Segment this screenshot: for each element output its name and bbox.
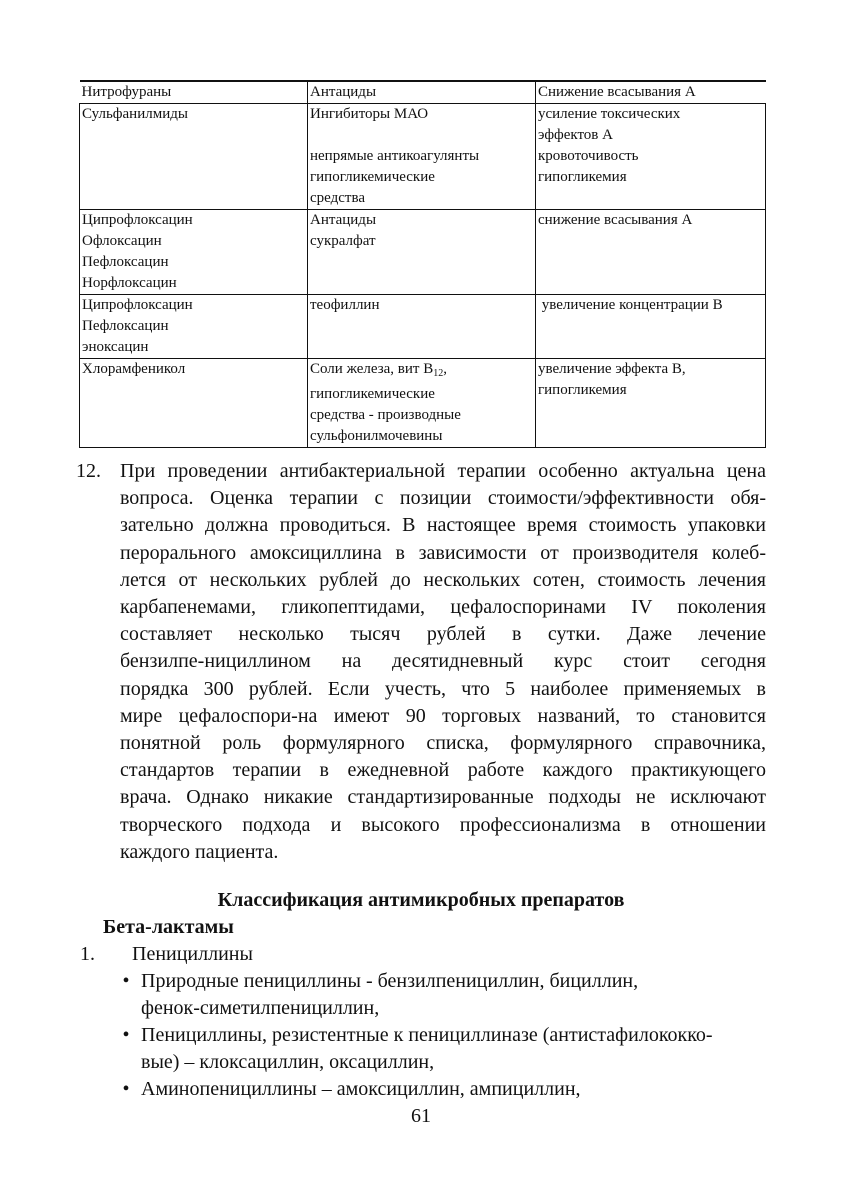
table-cell	[80, 295, 308, 359]
cell-line: усиление токсических	[538, 106, 681, 122]
paragraph-line: мире цефалоспори-на имеют 90 торговых названий, то становится	[120, 704, 766, 727]
group-label: Пенициллины	[132, 943, 253, 965]
table-cell	[536, 104, 766, 210]
table-cell	[536, 295, 766, 359]
cell-line: гипогликемические	[310, 386, 435, 402]
numbered-group	[80, 941, 253, 967]
table-cell	[80, 210, 308, 295]
list-item-line: фенок-симетилпенициллин,	[141, 997, 380, 1019]
table-cell	[308, 210, 536, 295]
cell-line: Сульфанилмиды	[82, 106, 188, 122]
paragraph-line: зательно должна проводиться. В настоящее время стоимость упаковки	[120, 514, 766, 537]
list-item-line: Природные пенициллины - бензилпенициллин, бициллин,	[141, 970, 639, 992]
header-text: Нитрофураны	[81, 84, 172, 100]
cell-line: Пефлоксацин	[82, 254, 169, 270]
cell-line: гипогликемия	[538, 169, 627, 185]
bullet-list	[117, 968, 767, 1103]
list-item	[117, 1076, 767, 1103]
table-cell	[80, 104, 308, 210]
cell-line: средства - производные	[310, 407, 461, 423]
table-row	[80, 104, 766, 210]
table-cell	[308, 104, 536, 210]
cell-blank-line	[310, 125, 535, 146]
cell-line: гипогликемические	[310, 169, 435, 185]
cell-text: Соли железа, вит В	[310, 361, 434, 377]
table-cell	[308, 359, 536, 448]
paragraph-line: карбапенемами, гликопептидами, цефалоспоринами IV поколения	[120, 596, 766, 619]
header-text: Снижение всасывания А	[538, 84, 696, 100]
paragraph-line: бензилпе-нициллином на десятидневный курс стоит сегодня	[120, 650, 766, 673]
numbered-paragraph	[76, 458, 766, 866]
cell-line: эноксацин	[82, 339, 149, 355]
cell-line: средства	[310, 190, 366, 206]
cell-line: кровоточивость	[538, 148, 639, 164]
cell-line: Офлоксацин	[82, 233, 162, 249]
table-cell	[80, 359, 308, 448]
cell-text: ,	[443, 361, 447, 377]
cell-line: непрямые антикоагулянты	[310, 148, 480, 164]
table-cell	[308, 295, 536, 359]
paragraph-line: лется от нескольких рублей до нескольких сотен, стоимость лечения	[120, 568, 766, 591]
table-header-row	[80, 81, 766, 104]
cell-line: Ципрофлоксацин	[82, 297, 193, 313]
bullet-icon: •	[122, 1024, 130, 1046]
header-text: Антациды	[310, 84, 377, 100]
list-item-line: вые) – клоксациллин, оксациллин,	[141, 1051, 435, 1073]
paragraph-line: каждого пациента.	[120, 840, 279, 863]
paragraph-number: 12.	[76, 460, 101, 482]
paragraph-line: творческого подхода и высокого профессионализма в отношении	[120, 813, 766, 836]
table-row	[80, 210, 766, 295]
paragraph-line: врача. Однако никакие стандартизированные подходы не исключают	[120, 786, 766, 809]
cell-line: Хлорамфеникол	[82, 361, 186, 377]
group-number: 1.	[80, 943, 95, 965]
cell-line: теофиллин	[310, 297, 380, 313]
table-row	[80, 359, 766, 448]
list-item	[117, 968, 767, 1022]
cell-line: сукралфат	[310, 233, 376, 249]
cell-line: эффектов А	[538, 127, 613, 143]
table-header-cell	[308, 81, 536, 104]
cell-line: снижение всасывания А	[538, 212, 693, 228]
list-item	[117, 1022, 767, 1076]
page-number: 61	[411, 1105, 431, 1127]
list-item-line: Аминопенициллины – амоксициллин, ампициллин,	[141, 1078, 581, 1100]
list-item-line: Пенициллины, резистентные к пенициллиназе (антистафилококко-	[141, 1024, 713, 1046]
cell-line: Ингибиторы МАО	[310, 106, 429, 122]
cell-line: Пефлоксацин	[82, 318, 169, 334]
cell-line: Ципрофлоксацин	[82, 212, 193, 228]
table-cell	[536, 359, 766, 448]
paragraph-line: стандартов терапии в ежедневной работе каждого практикующего	[120, 759, 766, 782]
cell-line: Антациды	[310, 212, 377, 228]
cell-line: увеличение концентрации В	[538, 297, 723, 313]
cell-line: гипогликемия	[538, 382, 627, 398]
paragraph-line: вопроса. Оценка терапии с позиции стоимости/эффективности обя-	[120, 487, 766, 510]
paragraph-line: При проведении антибактериальной терапии особенно актуальна цена	[120, 460, 766, 482]
bullet-icon: •	[122, 1078, 130, 1100]
cell-line: сульфонилмочевины	[310, 428, 443, 444]
subscript-text: 12	[433, 368, 444, 379]
table-header-cell	[536, 81, 766, 104]
bullet-icon: •	[122, 970, 130, 992]
subsection-heading: Бета-лактамы	[103, 916, 234, 938]
paragraph-line: перорального амоксициллина в зависимости от производителя колеб-	[120, 541, 766, 564]
paragraph-line: составляет несколько тысяч рублей в сутки. Даже лечение	[120, 623, 766, 646]
table-cell	[536, 210, 766, 295]
cell-line	[310, 359, 535, 384]
drug-interactions-table	[79, 80, 766, 448]
table-row	[80, 295, 766, 359]
section-title: Классификация антимикробных препаратов	[217, 889, 625, 911]
cell-line: увеличение эффекта В,	[538, 361, 686, 377]
table-header-cell	[80, 81, 308, 104]
cell-line: Норфлоксацин	[82, 275, 177, 291]
paragraph-line: понятной роль формулярного списка, формулярного справочника,	[120, 732, 766, 755]
paragraph-line: порядка 300 рублей. Если учесть, что 5 наиболее применяемых в	[120, 677, 766, 700]
